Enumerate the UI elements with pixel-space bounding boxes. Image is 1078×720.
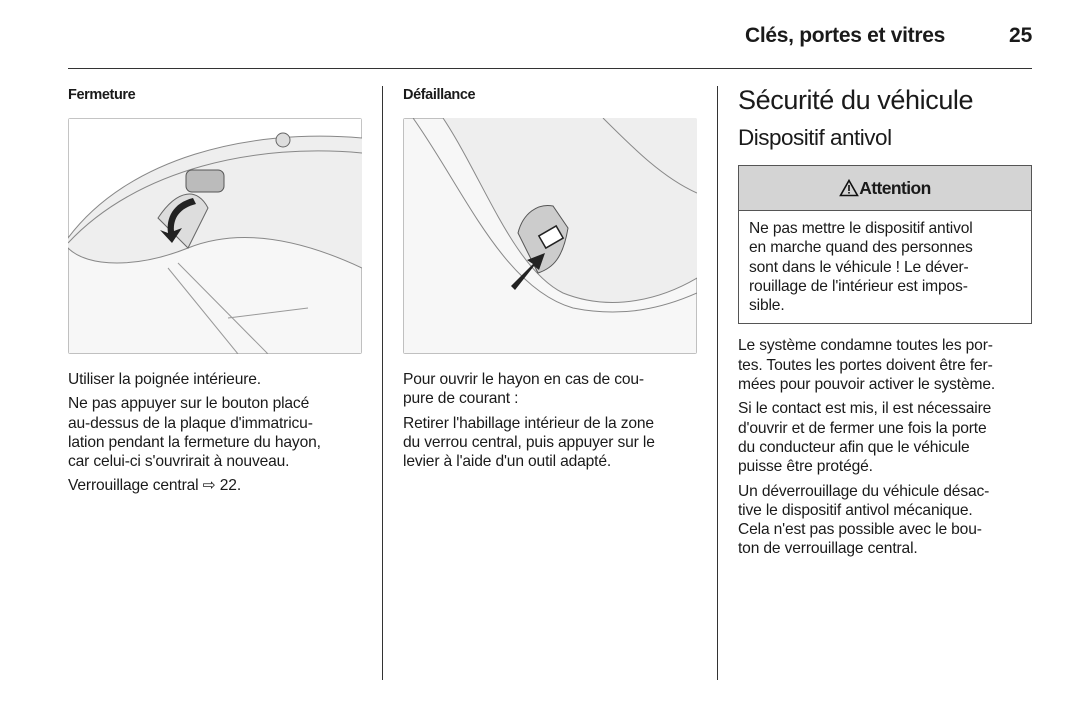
text-line: mées pour pouvoir activer le système. — [738, 376, 996, 394]
text-line: Ne pas appuyer sur le bouton placé — [68, 395, 310, 413]
chapter-title: Clés, portes et vitres — [745, 24, 945, 47]
text-line: pure de courant : — [403, 390, 519, 408]
text-line: rouillage de l'intérieur est impos- — [749, 277, 968, 295]
section-heading: Défaillance — [403, 87, 476, 103]
column-divider — [382, 86, 383, 680]
paragraph — [738, 399, 1034, 476]
paragraph — [738, 336, 1034, 394]
text-line: Le système condamne toutes les por- — [738, 337, 993, 355]
warning-triangle-icon — [839, 179, 859, 197]
paragraph — [403, 370, 699, 409]
text-line: Pour ouvrir le hayon en cas de cou- — [403, 371, 644, 388]
text-line: tive le dispositif antivol mécanique. — [738, 501, 973, 519]
text-line: du verrou central, puis appuyer sur le — [403, 433, 655, 451]
paragraph — [68, 370, 364, 389]
tailgate-handle-illustration — [68, 118, 362, 354]
warning-label: Attention — [859, 177, 931, 198]
text-line: tes. Toutes les portes doivent être fer- — [738, 356, 993, 374]
text-line: d'ouvrir et de fermer une fois la porte — [738, 419, 987, 437]
text-line: Si le contact est mis, il est nécessaire — [738, 400, 992, 418]
text-line: Retirer l'habillage intérieur de la zone — [403, 414, 654, 432]
section-heading: Fermeture — [68, 87, 136, 103]
text-line: Ne pas mettre le dispositif antivol — [749, 220, 973, 237]
body-text — [403, 370, 699, 471]
page-number: 25 — [1009, 24, 1033, 47]
column-fermeture — [68, 86, 364, 501]
text-line: Cela n'est pas possible avec le bou- — [738, 521, 982, 539]
text-line: sont dans le véhicule ! Le déver- — [749, 258, 969, 276]
emergency-release-illustration — [403, 118, 697, 354]
text-line: au-dessus de la plaque d'immatricu- — [68, 414, 313, 432]
warning-text — [739, 211, 1031, 323]
text-line: Utiliser la poignée intérieure. — [68, 371, 261, 388]
warning-header — [739, 166, 1031, 211]
text-line: lation pendant la fermeture du hayon, — [68, 433, 321, 451]
section-title: Sécurité du véhicule — [738, 85, 974, 115]
text-line: sible. — [749, 297, 785, 315]
paragraph — [403, 414, 699, 472]
section-subtitle: Dispositif antivol — [738, 125, 892, 150]
paragraph — [738, 482, 1034, 559]
paragraph — [68, 394, 364, 471]
text-line: en marche quand des personnes — [749, 239, 973, 257]
text-line: ton de verrouillage central. — [738, 540, 918, 558]
column-securite — [738, 84, 1034, 564]
column-divider — [717, 86, 718, 680]
text-line: puisse être protégé. — [738, 458, 873, 476]
paragraph — [68, 476, 364, 495]
text-line: du conducteur afin que le véhicule — [738, 438, 970, 456]
text-line: car celui-ci s'ouvrirait à nouveau. — [68, 453, 290, 471]
column-defaillance — [403, 86, 699, 476]
body-text — [68, 370, 364, 496]
header-rule — [68, 68, 1032, 69]
body-text — [738, 336, 1034, 558]
warning-box — [738, 165, 1032, 324]
text-line: Verrouillage central ⇨ 22. — [68, 477, 241, 495]
text-line: Un déverrouillage du véhicule désac- — [738, 482, 990, 500]
text-line: levier à l'aide d'un outil adapté. — [403, 453, 612, 471]
